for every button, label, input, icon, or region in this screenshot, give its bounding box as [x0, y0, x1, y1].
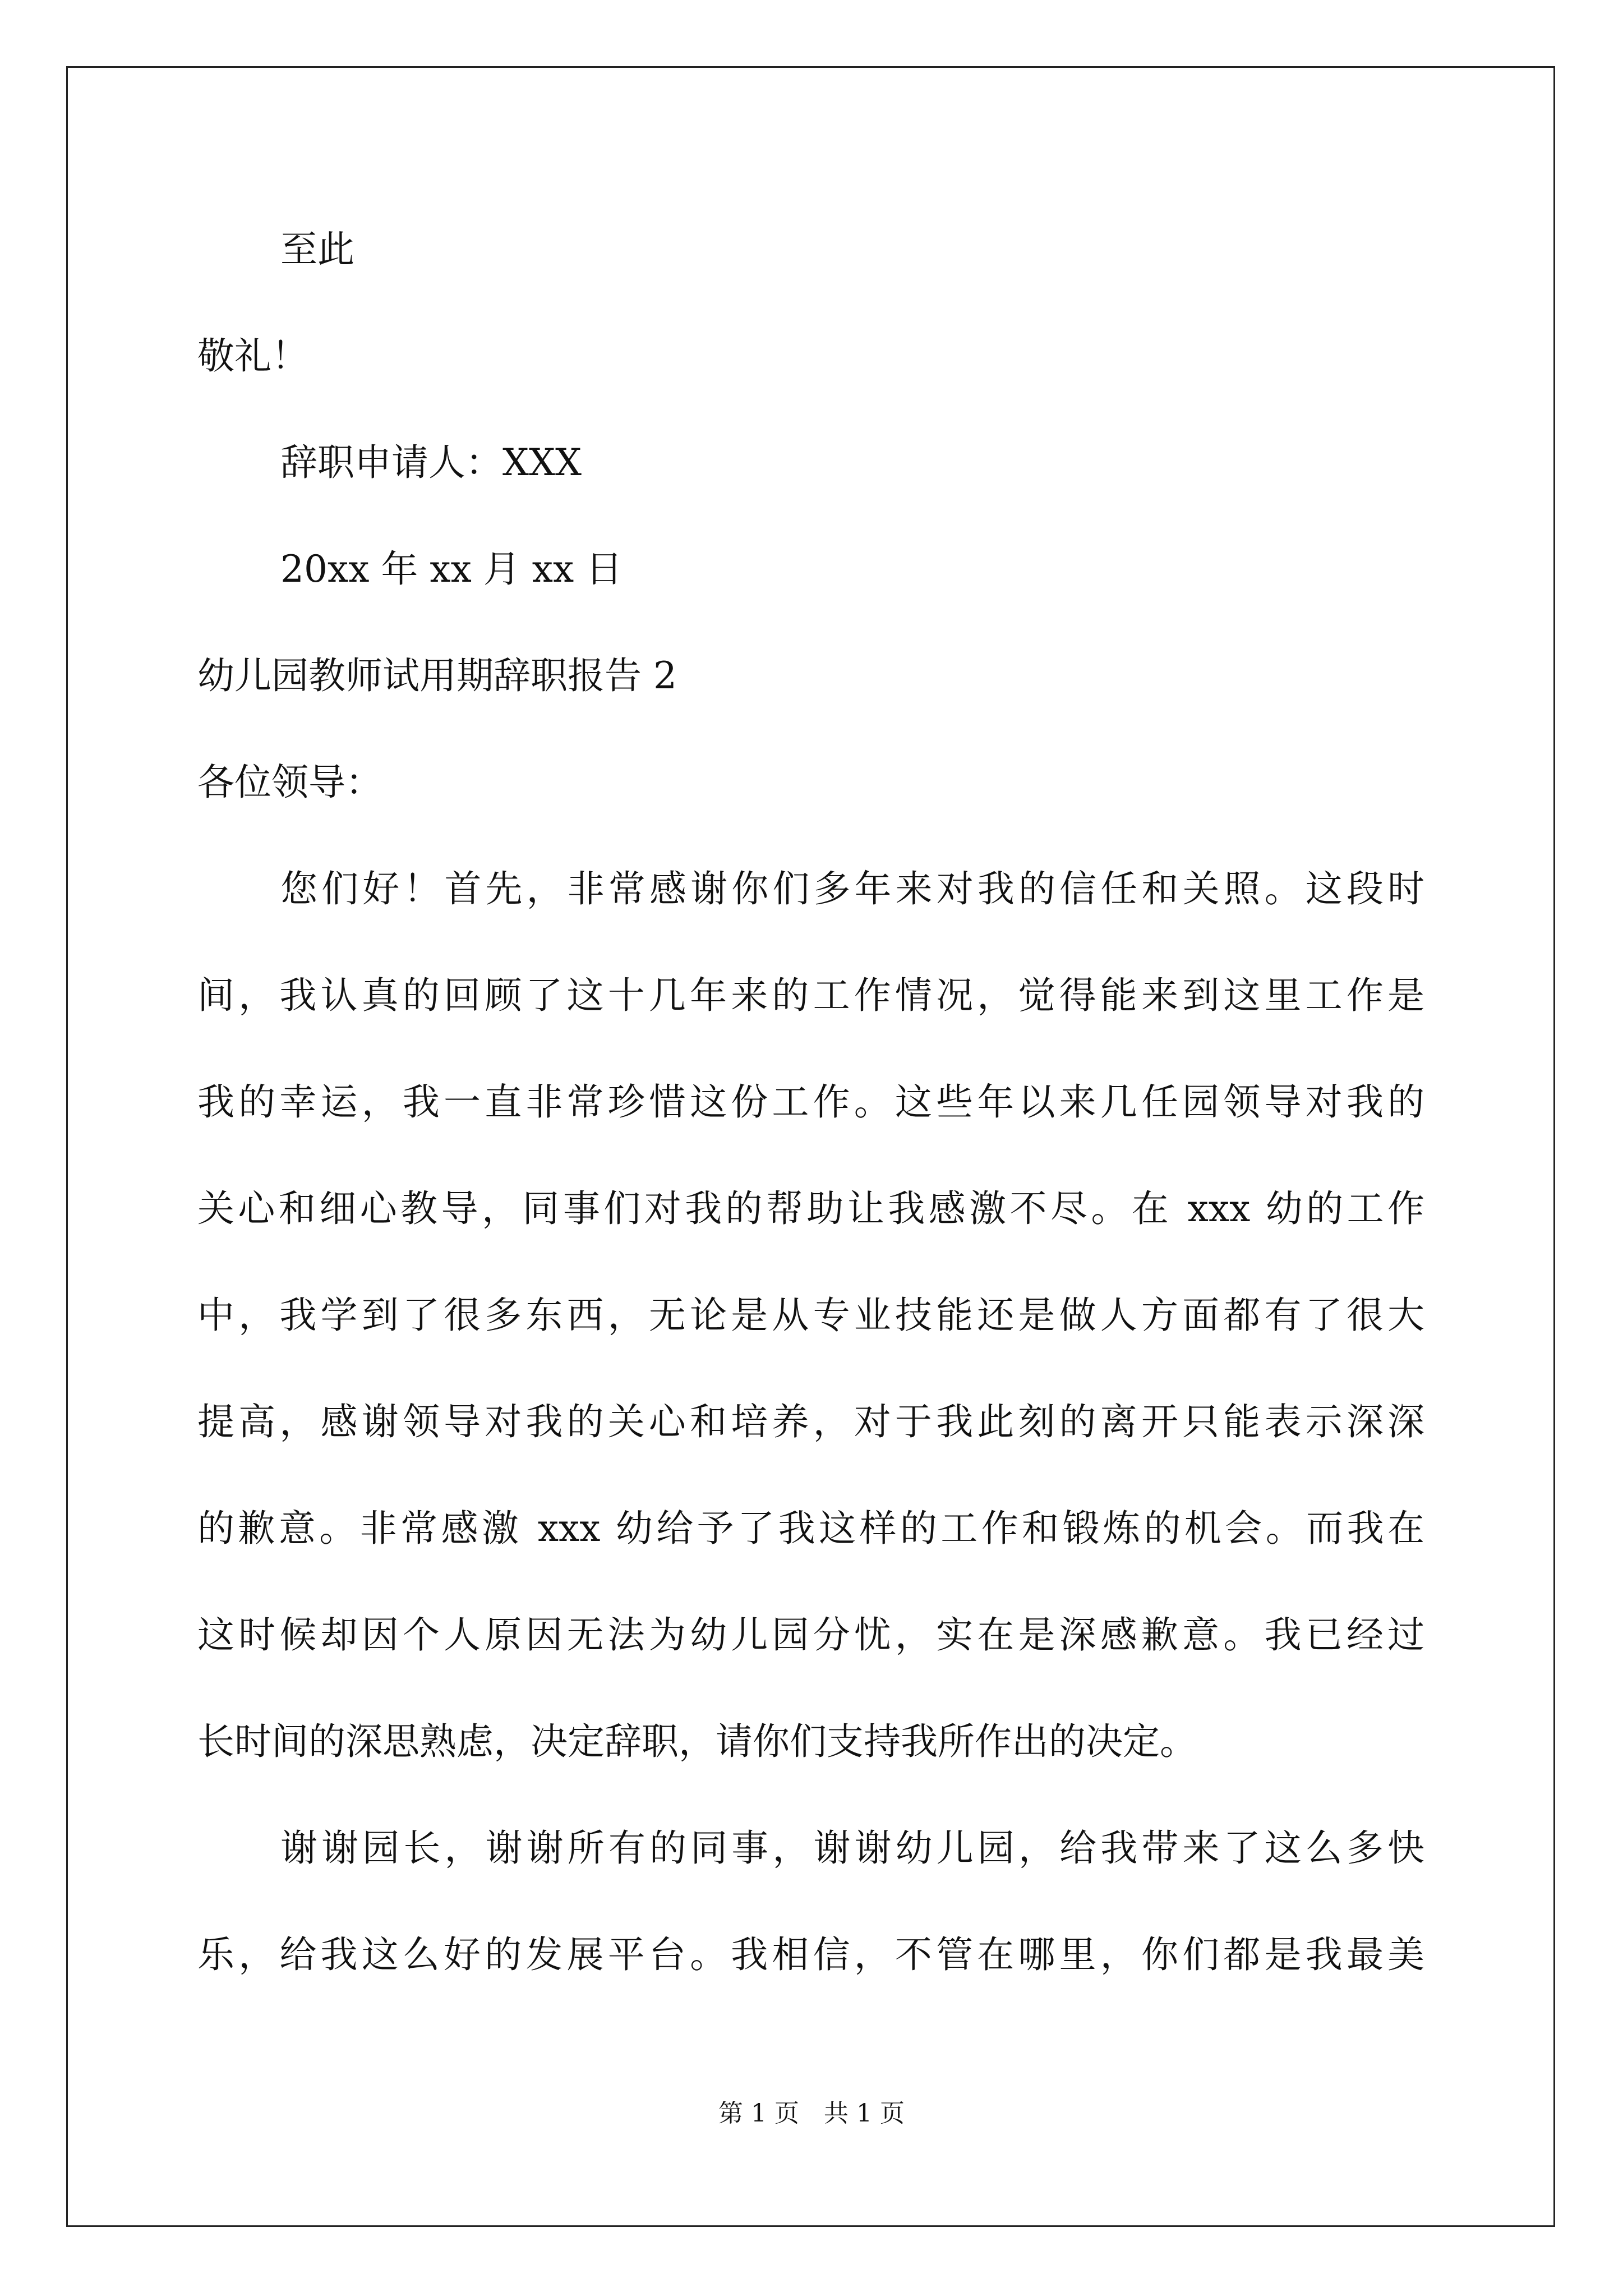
- paragraph-line: 您们好！首先，非常感谢你们多年来对我的信任和关照。这段时: [280, 867, 1424, 910]
- greeting-line: 各位领导：: [197, 761, 382, 804]
- paragraph-line: 长时间的深思熟虑，决定辞职，请你们支持我所作出的决定。: [197, 1720, 1197, 1763]
- closing-phrase: 至此: [280, 228, 354, 271]
- section-title: 幼儿园教师试用期辞职报告 2: [197, 654, 677, 697]
- page-border: [66, 66, 1555, 2227]
- paragraph-line: 乐，给我这么好的发展平台。我相信，不管在哪里，你们都是我最美: [197, 1933, 1424, 1976]
- paragraph-line: 这时候却因个人原因无法为幼儿园分忧，实在是深感歉意。我已经过: [197, 1613, 1424, 1657]
- signature-line: 辞职申请人：XXX: [280, 441, 582, 484]
- paragraph-line: 谢谢园长，谢谢所有的同事，谢谢幼儿园，给我带来了这么多快: [280, 1826, 1424, 1870]
- date-line: 20xx 年 xx 月 xx 日: [280, 547, 623, 591]
- paragraph-line: 中，我学到了很多东西，无论是从专业技能还是做人方面都有了很大: [197, 1294, 1424, 1337]
- page-footer: 第 1 页 共 1 页: [718, 2099, 905, 2128]
- paragraph-line: 的歉意。非常感激 xxx 幼给予了我这样的工作和锻炼的机会。而我在: [197, 1507, 1424, 1550]
- paragraph-line: 我的幸运，我一直非常珍惜这份工作。这些年以来几任园领导对我的: [197, 1080, 1424, 1124]
- paragraph-line: 间，我认真的回顾了这十几年来的工作情况，觉得能来到这里工作是: [197, 974, 1424, 1017]
- paragraph-line: 关心和细心教导，同事们对我的帮助让我感激不尽。在 xxx 幼的工作: [197, 1187, 1424, 1230]
- paragraph-line: 提高，感谢领导对我的关心和培养，对于我此刻的离开只能表示深深: [197, 1400, 1424, 1443]
- salutation-closing: 敬礼！: [197, 334, 308, 378]
